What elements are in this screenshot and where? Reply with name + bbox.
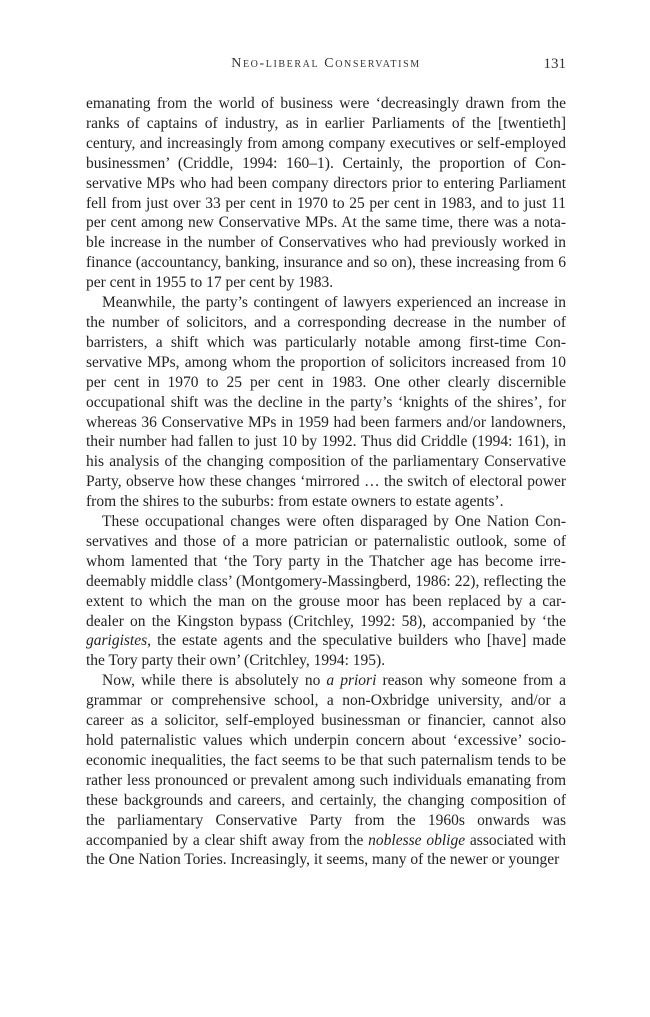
- text-run: emanating from the world of business were ‘decreasingly drawn from the ranks of captains of industry, as in earlier Parliaments of the [twentieth] century, and increasingly from among company executives or self-employed businessmen’ (Criddle, 1994: 160–1). Certainly, the proportion of Conservative MPs who had been company directors prior to entering Parliament fell from just over 33 per cent in 1970 to 25 per cent in 1983, and to just 11 per cent among new Conservative MPs. At the same time, there was a notable increase in the number of Conservatives who had previously worked in finance (accountancy, banking, insurance and so on), these increasing from 6 per cent in 1955 to 17 per cent by 1983.: [86, 95, 566, 292]
- text-run: associated with the One Nation Tories. Increasingly, it seems, many of the newer or younger: [86, 831, 566, 869]
- text-run: reason why someone from a grammar or comprehensive school, a non-Oxbridge university, and/or a career as a solicitor, self-employed businessman or financier, cannot also hold paternalistic values which underpin concern about ‘excessive’ socioeconomic inequalities, the fact seems to be that such paternalism tends to be rather less pronounced or prevalent among such individuals emanating from these backgrounds and careers, and certainly, the changing composition of the parliamentary Conservative Party from the 1960s onwards was accompanied by a clear shift away from the: [86, 672, 566, 849]
- text-run: Meanwhile, the party’s contingent of lawyers experienced an increase in the number of solicitors, and a corresponding decrease in the number of barristers, a shift which was particularly notable among first-time Conservative MPs, among whom the proportion of solicitors increased from 10 per cent in 1970 to 25 per cent in 1983. One other clearly discernible occupational shift was the decline in the party’s ‘knights of the shires’, for whereas 36 Conservative MPs in 1959 had been farmers and/or landowners, their number had fallen to just 10 by 1992. Thus did Criddle (1994: 161), in his analysis of the changing composition of the parliamentary Conservative Party, observe how these changes ‘mirrored … the switch of electoral power from the shires to the suburbs: from estate owners to estate agents’.: [86, 294, 566, 511]
- body-text: [86, 94, 566, 870]
- page-number: 131: [543, 56, 566, 72]
- text-run: Now, while there is absolutely no: [102, 672, 327, 690]
- italic-phrase: garigistes: [86, 632, 148, 650]
- paragraph-3: [86, 512, 566, 671]
- running-header: [86, 56, 566, 80]
- italic-phrase: a priori: [326, 672, 377, 690]
- paragraph-2: [86, 293, 566, 512]
- running-title: Neo-liberal Conservatism: [231, 56, 421, 71]
- paragraph-1: [86, 94, 566, 293]
- italic-phrase: noblesse oblige: [368, 831, 466, 849]
- text-run: These occupational changes were often disparaged by One Nation Conservatives and those of a more patrician or paternalistic outlook, some of whom lamented that ‘the Tory party in the Thatcher age has become irredeemably middle class’ (Montgomery-Massingberd, 1986: 22), reflecting the extent to which the man on the grouse moor has been replaced by a car-dealer on the Kingston bypass (Critchley, 1992: 58), accompanied by ‘the: [86, 513, 566, 630]
- paragraph-4: [86, 671, 566, 870]
- text-run: , the estate agents and the speculative builders who [have] made the Tory party their own’ (Critchley, 1994: 195).: [86, 632, 566, 670]
